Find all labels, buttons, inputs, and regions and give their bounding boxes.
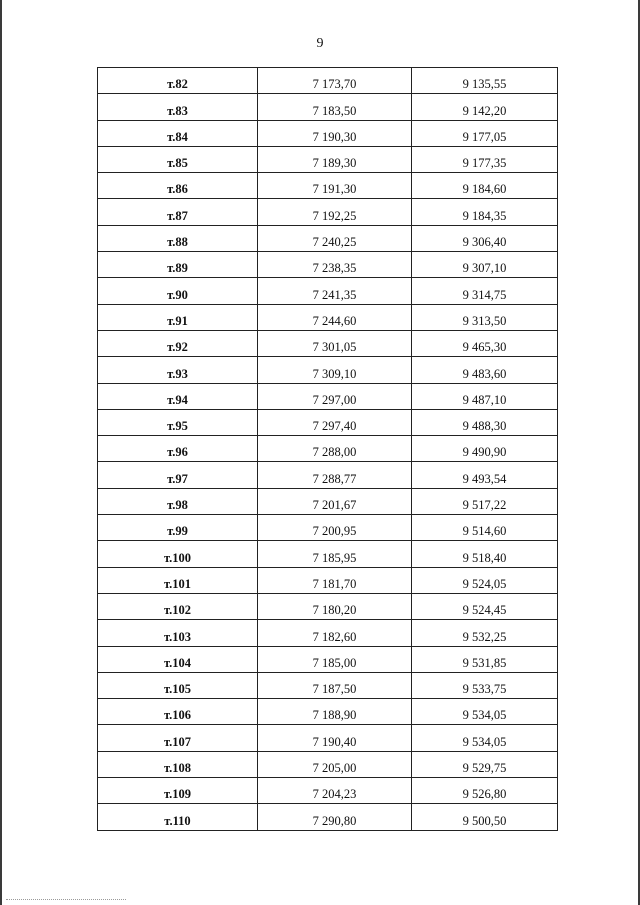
table-row [98, 620, 558, 646]
x-coordinate-cell: 7 204,23 [258, 778, 412, 804]
x-coordinate-cell: 7 290,80 [258, 804, 412, 830]
point-cell: т.100 [98, 541, 258, 567]
point-cell: т.99 [98, 515, 258, 541]
table-row [98, 593, 558, 619]
x-coordinate-cell: 7 301,05 [258, 330, 412, 356]
point-cell: т.109 [98, 778, 258, 804]
y-coordinate-cell: 9 177,05 [412, 120, 558, 146]
y-coordinate-cell: 9 493,54 [412, 462, 558, 488]
coordinates-table [97, 67, 558, 831]
point-cell: т.82 [98, 68, 258, 94]
table-row [98, 304, 558, 330]
y-coordinate-cell: 9 184,60 [412, 173, 558, 199]
table-row [98, 383, 558, 409]
y-coordinate-cell: 9 534,05 [412, 699, 558, 725]
y-coordinate-cell: 9 487,10 [412, 383, 558, 409]
point-cell: т.85 [98, 146, 258, 172]
x-coordinate-cell: 7 244,60 [258, 304, 412, 330]
x-coordinate-cell: 7 188,90 [258, 699, 412, 725]
point-cell: т.87 [98, 199, 258, 225]
y-coordinate-cell: 9 184,35 [412, 199, 558, 225]
x-coordinate-cell: 7 240,25 [258, 225, 412, 251]
y-coordinate-cell: 9 524,05 [412, 567, 558, 593]
point-cell: т.103 [98, 620, 258, 646]
point-cell: т.94 [98, 383, 258, 409]
x-coordinate-cell: 7 309,10 [258, 357, 412, 383]
table-row [98, 488, 558, 514]
page-number: 9 [316, 36, 324, 51]
x-coordinate-cell: 7 241,35 [258, 278, 412, 304]
table-row [98, 646, 558, 672]
y-coordinate-cell: 9 526,80 [412, 778, 558, 804]
y-coordinate-cell: 9 518,40 [412, 541, 558, 567]
point-cell: т.88 [98, 225, 258, 251]
table-row [98, 173, 558, 199]
x-coordinate-cell: 7 185,95 [258, 541, 412, 567]
x-coordinate-cell: 7 182,60 [258, 620, 412, 646]
x-coordinate-cell: 7 297,40 [258, 409, 412, 435]
y-coordinate-cell: 9 307,10 [412, 252, 558, 278]
y-coordinate-cell: 9 532,25 [412, 620, 558, 646]
y-coordinate-cell: 9 465,30 [412, 330, 558, 356]
point-cell: т.96 [98, 436, 258, 462]
y-coordinate-cell: 9 490,90 [412, 436, 558, 462]
point-cell: т.98 [98, 488, 258, 514]
x-coordinate-cell: 7 189,30 [258, 146, 412, 172]
x-coordinate-cell: 7 201,67 [258, 488, 412, 514]
table-row [98, 725, 558, 751]
table-row [98, 225, 558, 251]
x-coordinate-cell: 7 173,70 [258, 68, 412, 94]
x-coordinate-cell: 7 238,35 [258, 252, 412, 278]
table-row [98, 278, 558, 304]
point-cell: т.89 [98, 252, 258, 278]
y-coordinate-cell: 9 514,60 [412, 515, 558, 541]
x-coordinate-cell: 7 200,95 [258, 515, 412, 541]
y-coordinate-cell: 9 313,50 [412, 304, 558, 330]
y-coordinate-cell: 9 483,60 [412, 357, 558, 383]
y-coordinate-cell: 9 142,20 [412, 94, 558, 120]
table-row [98, 804, 558, 830]
point-cell: т.93 [98, 357, 258, 383]
table-row [98, 778, 558, 804]
table-row [98, 515, 558, 541]
table-row [98, 199, 558, 225]
point-cell: т.105 [98, 672, 258, 698]
y-coordinate-cell: 9 314,75 [412, 278, 558, 304]
table-row [98, 330, 558, 356]
point-cell: т.90 [98, 278, 258, 304]
table-row [98, 436, 558, 462]
table-row [98, 68, 558, 94]
point-cell: т.84 [98, 120, 258, 146]
y-coordinate-cell: 9 306,40 [412, 225, 558, 251]
x-coordinate-cell: 7 297,00 [258, 383, 412, 409]
x-coordinate-cell: 7 192,25 [258, 199, 412, 225]
table-row [98, 409, 558, 435]
table-row [98, 699, 558, 725]
scan-artifact [6, 899, 126, 903]
point-cell: т.97 [98, 462, 258, 488]
y-coordinate-cell: 9 529,75 [412, 751, 558, 777]
x-coordinate-cell: 7 190,30 [258, 120, 412, 146]
table-row [98, 462, 558, 488]
x-coordinate-cell: 7 191,30 [258, 173, 412, 199]
point-cell: т.92 [98, 330, 258, 356]
point-cell: т.107 [98, 725, 258, 751]
y-coordinate-cell: 9 177,35 [412, 146, 558, 172]
coordinates-table-body [98, 68, 558, 831]
table-row [98, 94, 558, 120]
point-cell: т.110 [98, 804, 258, 830]
x-coordinate-cell: 7 180,20 [258, 593, 412, 619]
y-coordinate-cell: 9 500,50 [412, 804, 558, 830]
y-coordinate-cell: 9 531,85 [412, 646, 558, 672]
y-coordinate-cell: 9 517,22 [412, 488, 558, 514]
point-cell: т.83 [98, 94, 258, 120]
y-coordinate-cell: 9 135,55 [412, 68, 558, 94]
x-coordinate-cell: 7 183,50 [258, 94, 412, 120]
scan-edge-left [0, 0, 2, 905]
table-row [98, 751, 558, 777]
point-cell: т.106 [98, 699, 258, 725]
x-coordinate-cell: 7 190,40 [258, 725, 412, 751]
point-cell: т.108 [98, 751, 258, 777]
table-row [98, 252, 558, 278]
y-coordinate-cell: 9 534,05 [412, 725, 558, 751]
table-row [98, 120, 558, 146]
point-cell: т.95 [98, 409, 258, 435]
point-cell: т.86 [98, 173, 258, 199]
table-row [98, 567, 558, 593]
table-row [98, 672, 558, 698]
table-row [98, 357, 558, 383]
point-cell: т.102 [98, 593, 258, 619]
y-coordinate-cell: 9 488,30 [412, 409, 558, 435]
table-row [98, 541, 558, 567]
point-cell: т.101 [98, 567, 258, 593]
table-row [98, 146, 558, 172]
x-coordinate-cell: 7 205,00 [258, 751, 412, 777]
x-coordinate-cell: 7 187,50 [258, 672, 412, 698]
point-cell: т.91 [98, 304, 258, 330]
x-coordinate-cell: 7 181,70 [258, 567, 412, 593]
x-coordinate-cell: 7 185,00 [258, 646, 412, 672]
x-coordinate-cell: 7 288,77 [258, 462, 412, 488]
y-coordinate-cell: 9 533,75 [412, 672, 558, 698]
point-cell: т.104 [98, 646, 258, 672]
x-coordinate-cell: 7 288,00 [258, 436, 412, 462]
y-coordinate-cell: 9 524,45 [412, 593, 558, 619]
